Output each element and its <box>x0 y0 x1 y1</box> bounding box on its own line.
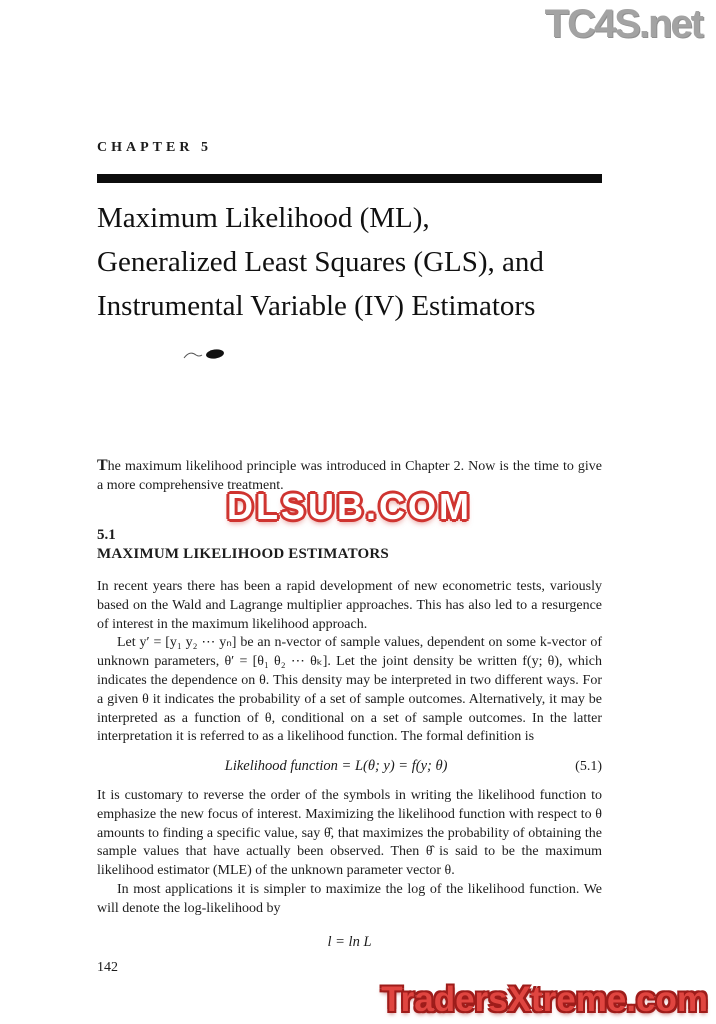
section-heading <box>97 527 602 563</box>
ink-smudge <box>182 344 232 364</box>
section-title: MAXIMUM LIKELIHOOD ESTIMATORS <box>97 546 389 562</box>
equation-5-1 <box>97 757 602 777</box>
chapter-title <box>97 196 602 328</box>
watermark-bottom: TradersXtreme.com <box>381 980 708 1019</box>
equation-5-1-number: (5.1) <box>575 759 602 775</box>
paragraph-4: In most applications it is simpler to maximize the log of the likelihood function. We will denote the log-likelihood by <box>97 881 602 916</box>
paragraph-3: It is customary to reverse the order of the symbols in writing the likelihood function to emphasize the new focus of interest. Maximizing the likelihood function with respect to θ amounts to finding a specific value, say θ̂, that maximizes the probability of obtaining the sample values that have actually been observed. Then θ̂ is said to be the maximum likelihood estimator (MLE) of the unknown parameter vector θ. <box>97 787 602 879</box>
paragraph-1: In recent years there has been a rapid development of new econometric tests, variously based on the Wald and Lagrange multiplier approaches. This has also led to a resurgence of interest in the maximum likelihood approach. <box>97 579 602 632</box>
page-number: 142 <box>97 960 118 975</box>
chapter-title-line-1: Maximum Likelihood (ML), <box>97 202 430 234</box>
paragraph-2: Let y′ = [y₁ y₂ ⋯ yₙ] be an n-vector of sample values, dependent on some k-vector of unknown parameters, θ′ = [θ₁ θ₂ ⋯ θₖ]. Let the joint density be written f(y; θ), which indicates the dependence on θ. This density may be interpreted in two different ways. For a given θ it indicates the probability of a set of sample outcomes. Alternatively, it may be interpreted as a function of θ, conditional on a set of sample outcomes. In the latter interpretation it is referred to as a likelihood function. The formal definition is <box>97 635 602 745</box>
watermark-middle: DLSUB.COM <box>227 486 472 527</box>
chapter-label: CHAPTER 5 <box>97 140 212 155</box>
watermark-top: TC4S.net <box>544 2 702 46</box>
chapter-title-line-2: Generalized Least Squares (GLS), and <box>97 246 544 278</box>
body-text <box>97 578 602 951</box>
chapter-title-line-3: Instrumental Variable (IV) Estimators <box>97 290 536 322</box>
intro-paragraph: The maximum likelihood principle was introduced in Chapter 2. Now is the time to give a more comprehensive treatment. <box>97 457 602 493</box>
equation-log-likelihood: l = ln L <box>327 933 372 950</box>
title-rule <box>97 174 602 183</box>
equation-5-1-content: Likelihood function = L(θ; y) = f(y; θ) <box>224 758 448 775</box>
section-number: 5.1 <box>97 527 116 543</box>
